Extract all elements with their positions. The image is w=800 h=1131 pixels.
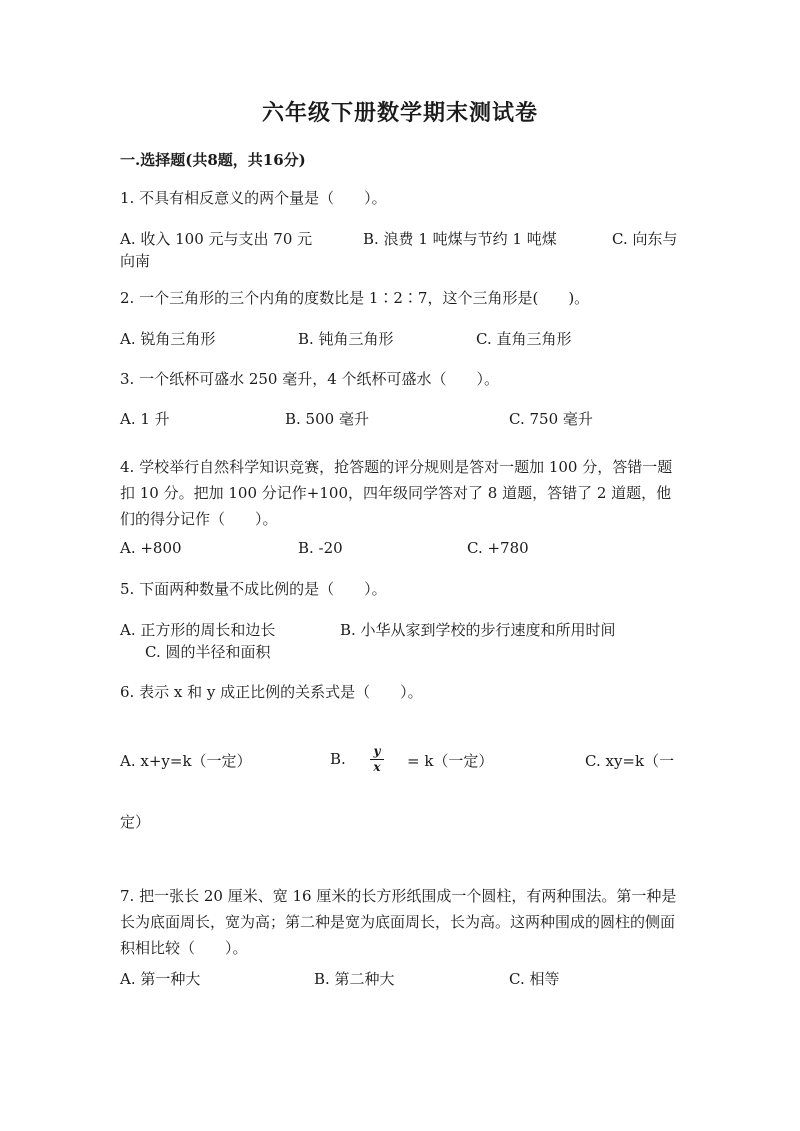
fraction-denominator: x xyxy=(373,760,381,774)
question-5-option-b: B. 小华从家到学校的步行速度和所用时间 xyxy=(340,621,616,639)
question-6-option-b-rest: = k（一定） xyxy=(407,752,494,770)
question-3-stem: 3. 一个纸杯可盛水 250 毫升，4 个纸杯可盛水（ ）。 xyxy=(120,370,500,388)
question-6-option-c-wrap: 定） xyxy=(120,813,151,831)
question-5-option-c: C. 圆的半径和面积 xyxy=(145,643,271,661)
question-2-option-a: A. 锐角三角形 xyxy=(120,330,216,348)
question-2-option-b: B. 钝角三角形 xyxy=(298,330,394,348)
question-1-option-c-wrap: 向南 xyxy=(120,252,151,270)
question-4-option-c: C. +780 xyxy=(467,539,529,557)
question-7-option-a: A. 第一种大 xyxy=(120,970,201,988)
question-5-stem: 5. 下面两种数量不成比例的是（ ）。 xyxy=(120,580,387,598)
question-4-option-b: B. -20 xyxy=(298,539,343,557)
question-6-option-a: A. x+y=k（一定） xyxy=(120,752,252,770)
question-6-stem: 6. 表示 x 和 y 成正比例的关系式是（ ）。 xyxy=(120,683,423,701)
question-7-option-b: B. 第二种大 xyxy=(314,970,395,988)
question-7-option-c: C. 相等 xyxy=(509,970,560,988)
fraction-y-over-x xyxy=(370,745,384,774)
fraction-numerator: y xyxy=(373,744,381,758)
question-1-stem: 1. 不具有相反意义的两个量是（ ）。 xyxy=(120,189,387,207)
page-title: 六年级下册数学期末测试卷 xyxy=(261,101,538,126)
question-4-option-a: A. +800 xyxy=(120,539,182,557)
question-2-stem: 2. 一个三角形的三个内角的度数比是 1∶2∶7，这个三角形是( )。 xyxy=(120,289,590,307)
question-3-option-a: A. 1 升 xyxy=(120,410,170,428)
question-3-option-b: B. 500 毫升 xyxy=(285,410,369,428)
question-1-option-c: C. 向东与 xyxy=(612,230,678,248)
question-7-stem: 7. 把一张长 20 厘米、宽 16 厘米的长方形纸围成一个圆柱，有两种围法。第一种是长为底面周长，宽为高；第二种是宽为底面周长，长为高。这两种围成的圆柱的侧面积相比较（ ）。 xyxy=(120,887,677,957)
question-5-option-a: A. 正方形的周长和边长 xyxy=(120,621,276,639)
question-1-option-a: A. 收入 100 元与支出 70 元 xyxy=(120,230,313,248)
question-2-option-c: C. 直角三角形 xyxy=(476,330,572,348)
question-4-stem: 4. 学校举行自然科学知识竞赛，抢答题的评分规则是答对一题加 100 分，答错一题扣 10 分。把加 100 分记作+100，四年级同学答对了 8 道题，答错了 2 道题，他们的得分记作（ ）。 xyxy=(120,458,673,528)
question-3-option-c: C. 750 毫升 xyxy=(509,410,593,428)
question-6-option-b-label: B. xyxy=(330,750,346,768)
section-heading: 一.选择题(共8题，共16分) xyxy=(120,151,306,169)
question-6-option-c: C. xy=k（一 xyxy=(585,752,675,770)
question-1-option-b: B. 浪费 1 吨煤与节约 1 吨煤 xyxy=(363,230,557,248)
